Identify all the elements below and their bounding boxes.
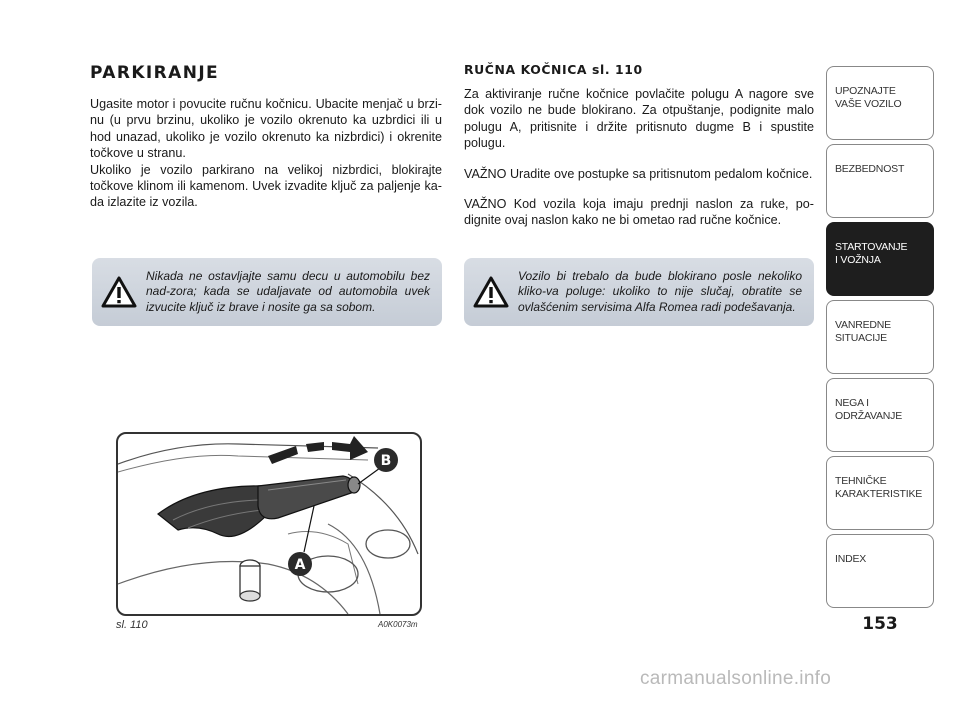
- tab-label: VAŠE VOZILO: [835, 98, 902, 110]
- section-heading-parking: PARKIRANJE: [90, 63, 220, 83]
- tab-label: I VOŽNJA: [835, 254, 881, 266]
- tab-tehnicke[interactable]: [826, 456, 934, 530]
- left-column: [90, 62, 442, 211]
- paragraph: Ukoliko je vozilo parkirano na velikoj nizbrdici, blokirajte točkove klinom ili kamenom. Uvek izvadite ključ za paljenje ka-da izlazite iz vozila.: [90, 162, 442, 210]
- paragraph: VAŽNO Uradite ove postupke sa pritisnutom pedalom kočnice.: [464, 166, 813, 181]
- tab-label: SITUACIJE: [835, 332, 887, 344]
- section-heading-handbrake: RUČNA KOČNICA sl. 110: [464, 62, 643, 77]
- tab-label: INDEX: [835, 553, 867, 565]
- tab-vanredne[interactable]: [826, 300, 934, 374]
- tab-label: VANREDNE: [835, 319, 891, 331]
- tab-label: KARAKTERISTIKE: [835, 488, 923, 500]
- chapter-tabs: [826, 66, 934, 612]
- tab-label: ODRŽAVANJE: [835, 410, 903, 422]
- warning-triangle-icon: [92, 276, 146, 308]
- tab-label: STARTOVANJE: [835, 241, 908, 253]
- tab-label: TEHNIČKE: [835, 475, 887, 487]
- warning-text: Nikada ne ostavljajte samu decu u automobilu bez nad-zora; kada se udaljavate od automobila uvek izvucite ključ iz brave i nosite ga sa sobom.: [146, 268, 430, 314]
- warning-box-handbrake: [464, 258, 814, 326]
- page-number: 153: [862, 614, 898, 634]
- tab-bezbednost[interactable]: [826, 144, 934, 218]
- watermark: carmanualsonline.info: [640, 668, 832, 689]
- tab-index[interactable]: [826, 534, 934, 608]
- tab-label: BEZBEDNOST: [835, 163, 905, 175]
- paragraph: Ugasite motor i povucite ručnu kočnicu. Ubacite menjač u brzi-nu (u prvu brzinu, ukoliko je vozilo okrenuto ka uzbrdici ili u hod unazad, ukoliko je vozilo okrenuto ka nizbrdici) i okrenite točkove u stranu.: [90, 97, 442, 161]
- handbrake-drawing: [118, 434, 420, 614]
- warning-text: Vozilo bi trebalo da bude blokirano posle nekoliko kliko-va poluge: ukoliko to nije slučaj, obratite se ovlašćenim servisima Alfa Romea radi podešavanja.: [518, 268, 802, 314]
- tab-startovanje[interactable]: [826, 222, 934, 296]
- tab-upoznajte[interactable]: [826, 66, 934, 140]
- figure-caption: sl. 110: [116, 619, 148, 631]
- tab-label: UPOZNAJTE: [835, 85, 896, 97]
- warning-box-parking: [92, 258, 442, 326]
- tab-label: NEGA I: [835, 397, 869, 409]
- label-a: A: [294, 557, 306, 573]
- paragraph: VAŽNO Kod vozila koja imaju prednji naslon za ruke, po-dignite ovaj naslon kako ne bi ometao rad ručne kočnice.: [464, 197, 814, 228]
- tab-nega[interactable]: [826, 378, 934, 452]
- warning-triangle-icon: [464, 276, 518, 308]
- figure-code: A0K0073m: [378, 620, 418, 629]
- handbrake-illustration: [116, 432, 422, 616]
- label-b: B: [380, 453, 392, 469]
- paragraph: Za aktiviranje ručne kočnice povlačite polugu A nagore sve dok vozilo ne bude blokirano. Za otpuštanje, podignite malo polugu A, pritisnite i držite pritisnuto dugme B i spustite polugu.: [464, 87, 814, 151]
- right-column: [464, 62, 814, 229]
